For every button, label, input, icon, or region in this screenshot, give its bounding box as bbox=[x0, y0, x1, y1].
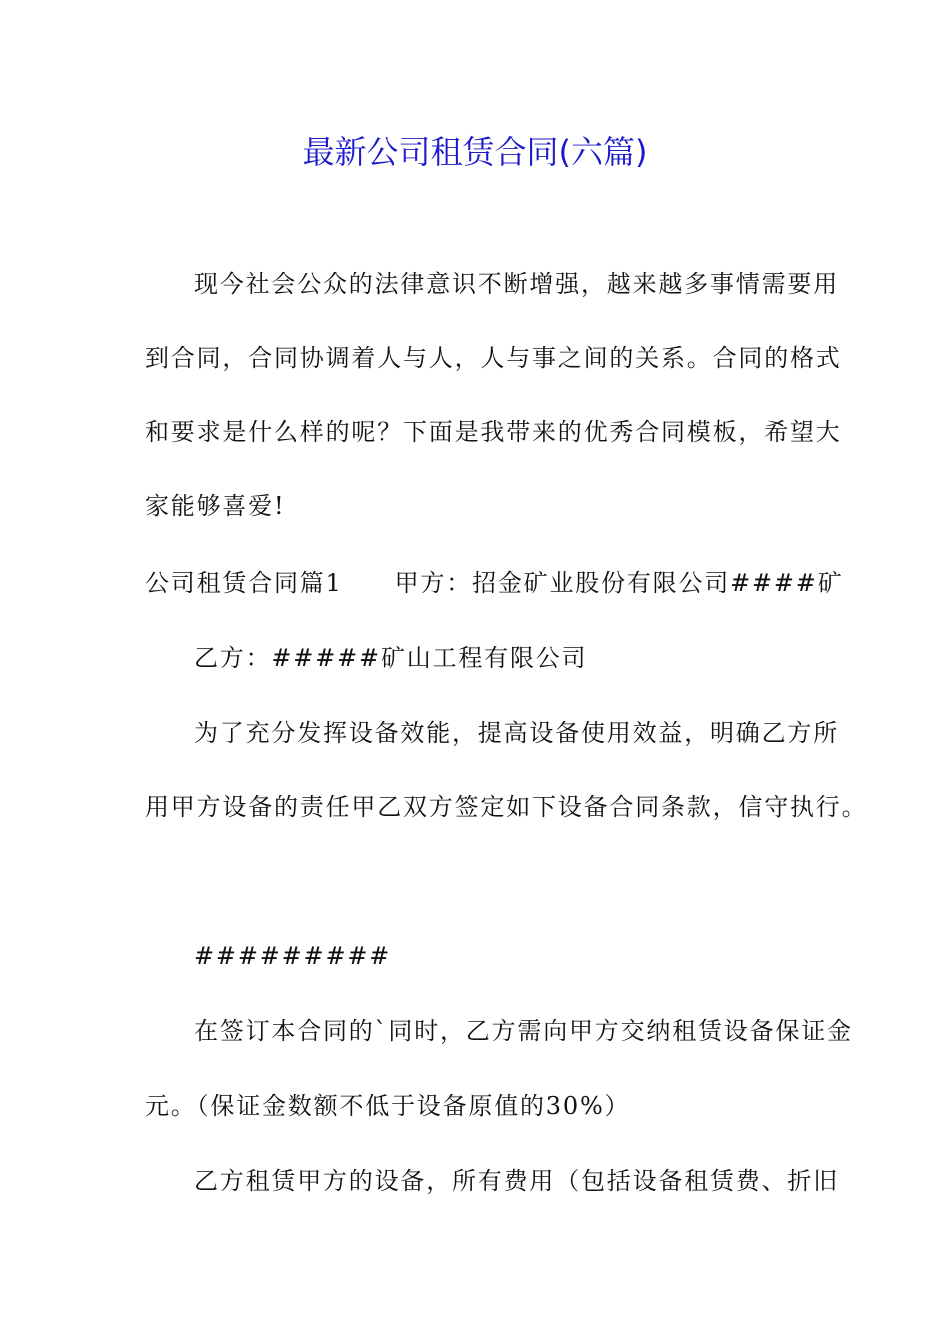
purpose-paragraph-line: 用甲方设备的责任甲乙双方签定如下设备合同条款，信守执行。 bbox=[145, 793, 868, 821]
party-b: 乙方：#####矿山工程有限公司 bbox=[194, 644, 588, 672]
deposit-paragraph-line: 在签订本合同的`同时，乙方需向甲方交纳租赁设备保证金 bbox=[194, 1017, 853, 1045]
purpose-paragraph-line: 为了充分发挥设备效能，提高设备使用效益，明确乙方所 bbox=[194, 719, 839, 747]
intro-paragraph-line: 和要求是什么样的呢？下面是我带来的优秀合同模板，希望大 bbox=[145, 418, 842, 446]
document-title: 最新公司租赁合同(六篇) bbox=[302, 133, 648, 171]
intro-paragraph-line: 现今社会公众的法律意识不断增强，越来越多事情需要用 bbox=[194, 270, 839, 298]
intro-paragraph-line: 到合同，合同协调着人与人，人与事之间的关系。合同的格式 bbox=[145, 344, 842, 372]
fees-paragraph-line: 乙方租赁甲方的设备，所有费用（包括设备租赁费、折旧 bbox=[194, 1167, 839, 1195]
intro-paragraph-line: 家能够喜爱! bbox=[145, 492, 286, 520]
contract-heading: 公司租赁合同篇1 bbox=[145, 569, 343, 597]
section-mark: ######### bbox=[194, 942, 392, 970]
contract-heading-line bbox=[145, 567, 844, 599]
party-a: 甲方：招金矿业股份有限公司####矿 bbox=[394, 569, 844, 597]
deposit-paragraph-line: 元。（保证金数额不低于设备原值的30%） bbox=[145, 1092, 631, 1120]
